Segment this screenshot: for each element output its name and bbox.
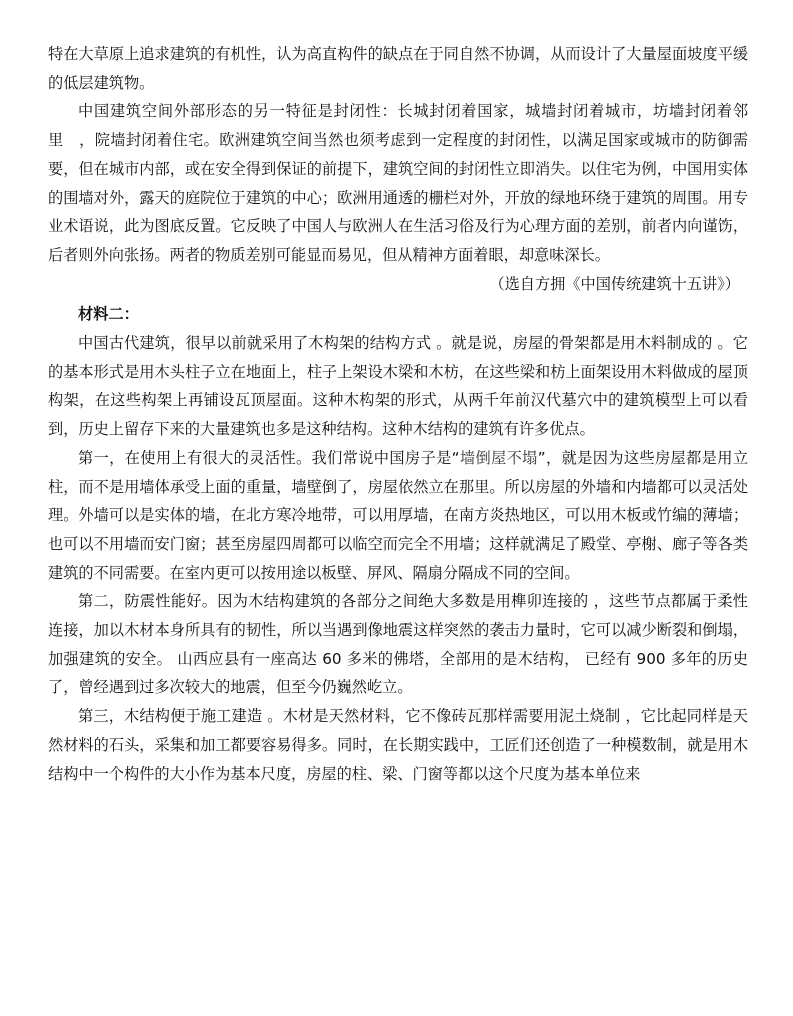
section-heading-material-two: 材料二： [78, 305, 139, 324]
document-page [48, 40, 748, 788]
flexibility-text-end: ”，就是因为这些房屋都是用立柱，而不是用墙体承受上面的重量，墙壁倒了，房屋依然立在那里。所以房屋的外墙和内墙都可以灵活处理。外墙可以是实体的墙，在北方寒冷地带，可以用厚墙，在南方炎热地区，可以用木板或竹编的薄墙；也可以不用墙而安门窗；甚至房屋四周都可以临空而完全不用墙；这样就满足了殿堂、亭榭、廊子等各类建筑的不同需要。在室内更可以按用途以板壁、屏风、隔扇分隔成不同的空间。 [48, 448, 749, 582]
source-citation: （选自方拥《中国传统建筑十五讲》） [489, 274, 740, 293]
paragraph-continuation: 特在大草原上追求建筑的有机性，认为高直构件的缺点在于同自然不协调，从而设计了大量屋面坡度平缓的低层建筑物。 [48, 45, 748, 92]
flexibility-text-start: 第一，在使用上有很大的灵活性。我们常说中国房子是“ [78, 448, 460, 467]
paragraph-earthquake: 第二，防震性能好。因为木结构建筑的各部分之间绝大多数是用榫卯连接的 ，这些节点都属于柔性连接，加以木材本身所具有的韧性，所以当遇到像地震这样突然的袭击力量时，它可以减少断裂和倒塌，加强建筑的安全。 山西应县有一座高达 60 多米的佛塔，全部用的是木结构， 已经有 900 多年的历史了，曾经遇到过多次较大的地震，但至今仍巍然屹立。 [48, 592, 748, 697]
paragraph-enclosure: 中国建筑空间外部形态的另一特征是封闭性：长城封闭着国家，城墙封闭着城市，坊墙封闭着邻里 ，院墙封闭着住宅。欧洲建筑空间当然也须考虑到一定程度的封闭性，以满足国家或城市的防御需要，但在城市内部，或在安全得到保证的前提下，建筑空间的封闭性立即消失。以住宅为例，中国用实体的围墙对外，露天的庭院位于建筑的中心；欧洲用通透的栅栏对外，开放的绿地环绕于建筑的周围。用专业术语说，此为图底反置。它反映了中国人与欧洲人在生活习俗及行为心理方面的差别，前者内向谨饬，后者则外向张扬。两者的物质差别可能显而易见，但从精神方面着眼，却意味深长。 [48, 102, 748, 264]
quoted-phrase: 墙倒屋不塌 [459, 448, 538, 467]
paragraph-construction: 第三，木结构便于施工建造 。木材是天然材料，它不像砖瓦那样需要用泥土烧制 ，它比起同样是天然材料的石头，采集和加工都要容易得多。同时，在长期实践中，工匠们还创造了一种模数制，就是用木结构中一个构件的大小作为基本尺度，房屋的柱、梁、门窗等都以这个尺度为基本单位来 [48, 707, 748, 783]
paragraph-flexibility [48, 444, 748, 588]
paragraph-wood-frame: 中国古代建筑，很早以前就采用了木构架的结构方式 。就是说，房屋的骨架都是用木料制成的 。它的基本形式是用木头柱子立在地面上，柱子上架设木梁和木枋，在这些梁和枋上面架设用木料做成的屋顶构架，在这些构架上再铺设瓦顶屋面。这种木构架的形式，从两千年前汉代墓穴中的建筑模型上可以看到，历史上留存下来的大量建筑也多是这种结构。这种木结构的建筑有许多优点。 [48, 334, 748, 439]
